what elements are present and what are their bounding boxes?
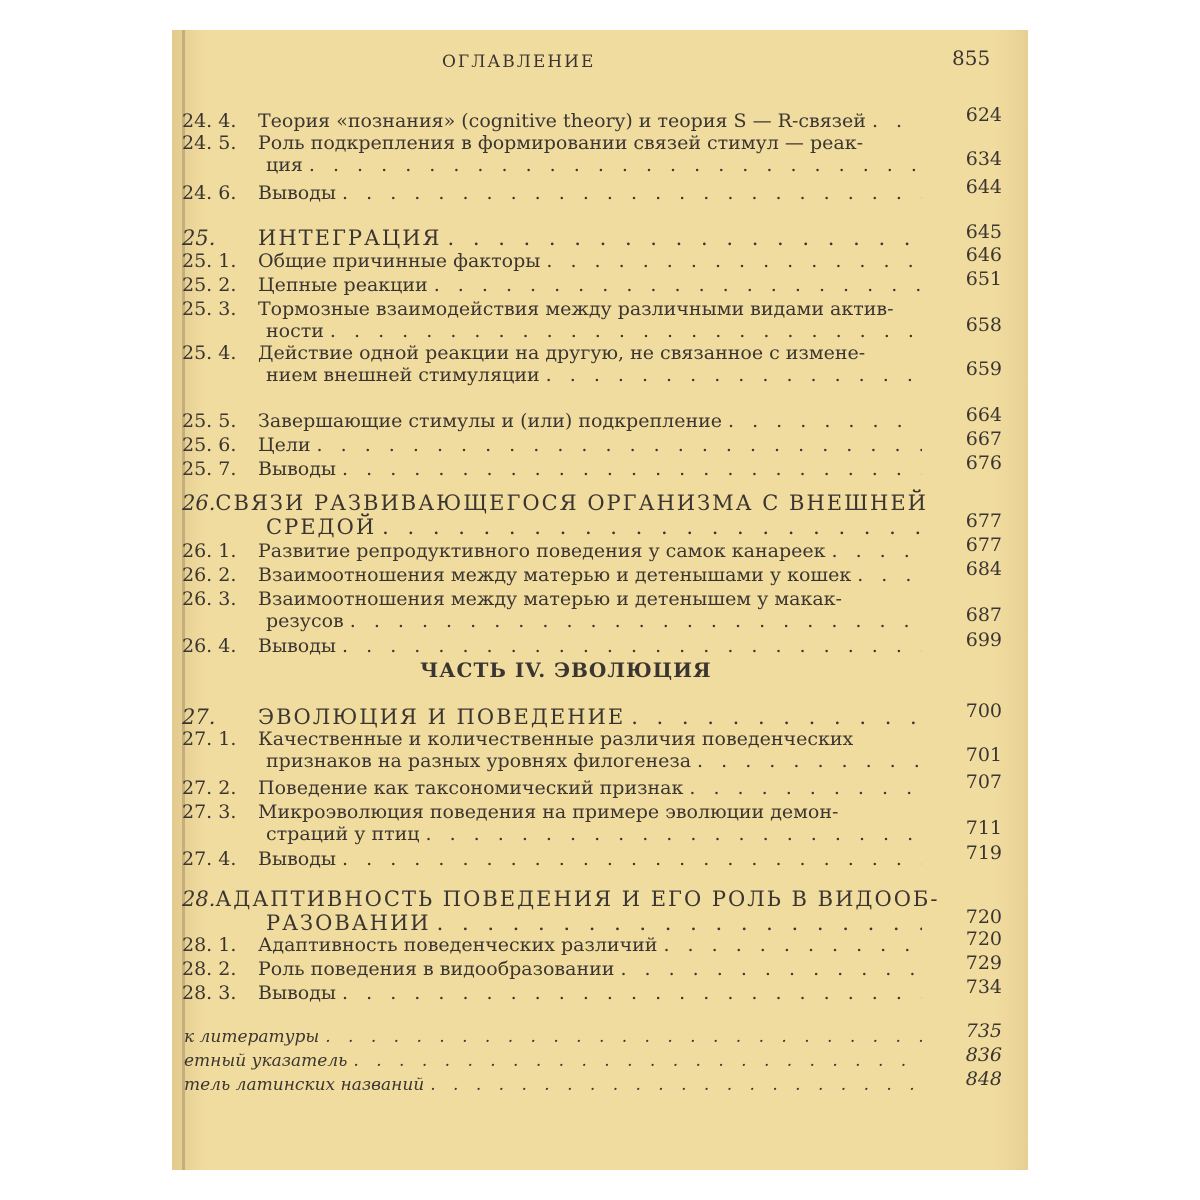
entry-page-number: 734	[965, 976, 1002, 998]
entry-line	[182, 250, 922, 272]
leader-dots	[309, 154, 922, 176]
entry-text: СРЕДОЙ	[266, 515, 377, 539]
leader-dots	[342, 458, 922, 480]
entry-line	[266, 750, 922, 772]
entry-text: Выводы	[258, 848, 337, 870]
entry-number: 24. 6.	[182, 182, 237, 204]
leader-dots	[689, 777, 922, 799]
entry-text: Взаимоотношения между матерью и детенышем у макак-	[258, 588, 842, 610]
entry-text: Теория «познания» (cognitive theory) и теория S — R-связей	[258, 110, 866, 132]
entry-text: АДАПТИВНОСТЬ ПОВЕДЕНИЯ И ЕГО РОЛЬ В ВИДООБ-	[215, 887, 940, 911]
entry-page-number: 729	[965, 952, 1002, 974]
entry-number: 25. 6.	[182, 434, 237, 456]
entry-page-number: 677	[965, 510, 1002, 532]
entry-line	[182, 958, 922, 980]
entry-line	[182, 848, 922, 870]
entry-number: 27. 2.	[182, 777, 237, 799]
entry-line	[184, 1026, 924, 1048]
entry-page-number: 624	[965, 104, 1002, 126]
page-number: 855	[952, 46, 991, 70]
entry-line	[182, 706, 922, 728]
entry-number: 25. 2.	[182, 274, 237, 296]
entry-number: 27. 1.	[182, 728, 237, 750]
leader-dots	[872, 110, 922, 132]
entry-text: к литературы	[184, 1027, 320, 1047]
entry-line	[182, 491, 929, 515]
leader-dots	[382, 516, 922, 538]
part-title: ЧАСТЬ IV. ЭВОЛЮЦИЯ	[420, 658, 712, 682]
entry-page-number: 646	[965, 244, 1002, 266]
leader-dots	[697, 750, 922, 772]
entry-line	[182, 132, 922, 154]
entry-line	[182, 801, 922, 823]
entry-number: 24. 5.	[182, 132, 237, 154]
entry-number: 24. 4.	[182, 110, 237, 132]
leader-dots	[317, 434, 922, 456]
entry-line	[266, 154, 922, 176]
entry-text: Общие причинные факторы	[258, 250, 541, 272]
leader-dots	[663, 934, 922, 956]
entry-number: 25.	[182, 226, 216, 250]
entry-number: 25. 3.	[182, 298, 237, 320]
entry-page-number: 645	[965, 221, 1002, 243]
entry-page-number: 848	[965, 1068, 1002, 1090]
entry-page-number: 634	[965, 148, 1002, 170]
leader-dots	[832, 540, 922, 562]
running-head: ОГЛАВЛЕНИЕ	[442, 52, 596, 72]
entry-text: Цели	[258, 434, 311, 456]
leader-dots	[342, 635, 922, 657]
leader-dots	[430, 1074, 924, 1096]
leader-dots	[434, 274, 922, 296]
entry-number: 25. 4.	[182, 342, 237, 364]
entry-line	[182, 342, 922, 364]
entry-line	[182, 728, 922, 750]
entry-line	[182, 227, 922, 249]
entry-line	[266, 320, 922, 342]
entry-text: Развитие репродуктивного поведения у самок канареек	[258, 540, 826, 562]
leader-dots	[631, 706, 922, 728]
entry-number: 27. 3.	[182, 801, 237, 823]
entry-text: Выводы	[258, 982, 337, 1004]
entry-number: 25. 5.	[182, 410, 237, 432]
entry-line	[182, 458, 922, 480]
book-page	[172, 30, 1028, 1170]
entry-line	[182, 777, 922, 799]
entry-line	[182, 434, 922, 456]
entry-page-number: 711	[965, 817, 1002, 839]
entry-line	[266, 516, 922, 538]
entry-page-number: 667	[965, 428, 1002, 450]
entry-line	[182, 982, 922, 1004]
entry-line	[182, 110, 922, 132]
entry-text: ция	[266, 154, 303, 176]
entry-page-number: 700	[965, 700, 1002, 722]
leader-dots	[546, 250, 922, 272]
entry-text: Цепные реакции	[258, 274, 428, 296]
entry-text: ЭВОЛЮЦИЯ И ПОВЕДЕНИЕ	[258, 705, 626, 729]
leader-dots	[330, 320, 922, 342]
entry-line	[184, 1074, 924, 1096]
leader-dots	[353, 1050, 924, 1072]
entry-page-number: 836	[965, 1044, 1002, 1066]
entry-page-number: 651	[965, 268, 1002, 290]
entry-line	[266, 823, 922, 845]
entry-page-number: 720	[965, 928, 1002, 950]
entry-text: Тормозные взаимодействия между различными видами актив-	[258, 298, 894, 320]
entry-line	[266, 610, 922, 632]
entry-text: Качественные и количественные различия поведенческих	[258, 728, 854, 750]
entry-line	[266, 364, 922, 386]
entry-text: резусов	[266, 610, 344, 632]
entry-line	[266, 912, 922, 934]
table-of-contents	[172, 30, 1028, 1170]
leader-dots	[325, 1026, 924, 1048]
entry-text: признаков на разных уровнях филогенеза	[266, 750, 692, 772]
entry-number: 28. 1.	[182, 934, 237, 956]
entry-page-number: 707	[965, 771, 1002, 793]
entry-line	[182, 298, 922, 320]
entry-number: 26. 4.	[182, 635, 237, 657]
entry-page-number: 644	[965, 176, 1002, 198]
leader-dots	[342, 182, 922, 204]
entry-text: етный указатель	[184, 1051, 348, 1071]
entry-text: РАЗОВАНИИ	[266, 911, 431, 935]
entry-number: 26. 3.	[182, 588, 237, 610]
entry-page-number: 719	[965, 842, 1002, 864]
entry-line	[182, 540, 922, 562]
entry-number: 26. 1.	[182, 540, 237, 562]
entry-page-number: 684	[965, 558, 1002, 580]
entry-text: нием внешней стимуляции	[266, 364, 540, 386]
leader-dots	[426, 823, 922, 845]
entry-number: 27. 4.	[182, 848, 237, 870]
entry-number: 26. 2.	[182, 564, 237, 586]
leader-dots	[728, 410, 922, 432]
entry-number: 27.	[182, 705, 216, 729]
entry-line	[182, 887, 940, 911]
entry-page-number: 658	[965, 314, 1002, 336]
entry-text: Взаимоотношения между матерью и детенышами у кошек	[258, 564, 852, 586]
leader-dots	[342, 848, 922, 870]
entry-text: Роль поведения в видообразовании	[258, 958, 615, 980]
entry-text: Микроэволюция поведения на примере эволюции демон-	[258, 801, 839, 823]
entry-page-number: 735	[965, 1020, 1002, 1042]
entry-number: 28. 3.	[182, 982, 237, 1004]
entry-number: 25. 1.	[182, 250, 237, 272]
entry-text: ИНТЕГРАЦИЯ	[258, 226, 442, 250]
entry-text: Поведение как таксономический признак	[258, 777, 684, 799]
entry-text: страций у птиц	[266, 823, 420, 845]
leader-dots	[350, 610, 922, 632]
entry-line	[182, 274, 922, 296]
entry-line	[182, 934, 922, 956]
entry-text: Выводы	[258, 458, 337, 480]
entry-text: Роль подкрепления в формировании связей стимул — реак-	[258, 132, 863, 154]
entry-page-number: 687	[965, 604, 1002, 626]
entry-page-number: 720	[965, 906, 1002, 928]
leader-dots	[620, 958, 922, 980]
entry-text: Выводы	[258, 182, 337, 204]
entry-page-number: 664	[965, 404, 1002, 426]
leader-dots	[448, 227, 923, 249]
entry-text: Адаптивность поведенческих различий	[258, 934, 658, 956]
entry-line	[182, 564, 922, 586]
entry-number: 26.	[182, 491, 216, 515]
entry-text: Выводы	[258, 635, 337, 657]
entry-page-number: 659	[965, 358, 1002, 380]
entry-page-number: 701	[965, 744, 1002, 766]
entry-line	[182, 182, 922, 204]
entry-text: Действие одной реакции на другую, не связанное с измене-	[258, 342, 866, 364]
entry-number: 28. 2.	[182, 958, 237, 980]
entry-page-number: 699	[965, 629, 1002, 651]
entry-line	[182, 635, 922, 657]
entry-page-number: 677	[965, 534, 1002, 556]
entry-line	[182, 410, 922, 432]
entry-text: Завершающие стимулы и (или) подкрепление	[258, 410, 723, 432]
entry-number: 25. 7.	[182, 458, 237, 480]
entry-text: ности	[266, 320, 324, 342]
entry-text: СВЯЗИ РАЗВИВАЮЩЕГОСЯ ОРГАНИЗМА С ВНЕШНЕЙ	[215, 491, 929, 515]
entry-text: тель латинских названий	[184, 1075, 425, 1095]
leader-dots	[437, 912, 922, 934]
leader-dots	[546, 364, 922, 386]
leader-dots	[342, 982, 922, 1004]
entry-line	[184, 1050, 924, 1072]
entry-number: 28.	[182, 887, 216, 911]
entry-line	[182, 588, 922, 610]
entry-page-number: 676	[965, 452, 1002, 474]
leader-dots	[857, 564, 922, 586]
